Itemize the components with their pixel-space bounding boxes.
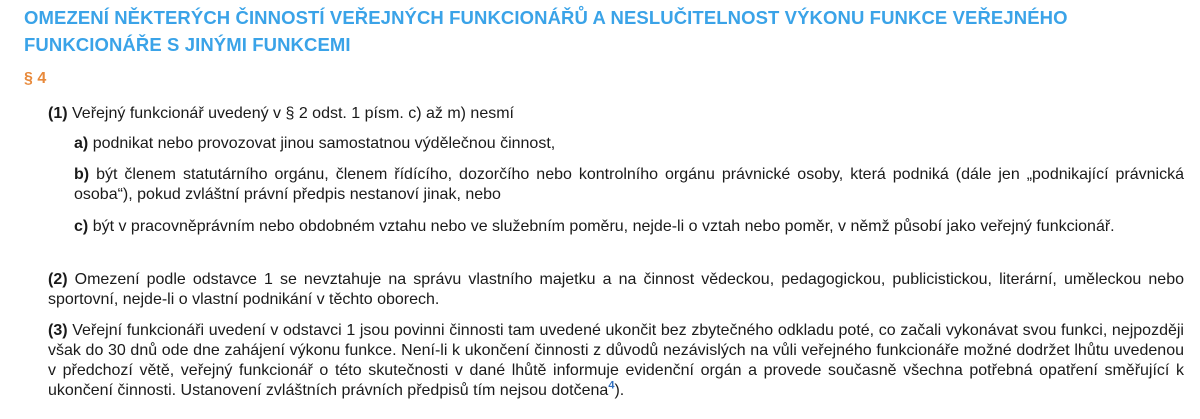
paragraph-number: (3) bbox=[48, 322, 68, 339]
item-letter: b) bbox=[74, 166, 90, 183]
item-letter: a) bbox=[74, 135, 89, 152]
paragraph-number: (2) bbox=[48, 271, 68, 288]
paragraph-text: Veřejný funkcionář uvedený v § 2 odst. 1 písm. c) až m) nesmí bbox=[72, 105, 514, 122]
item-b bbox=[74, 165, 1184, 205]
item-text: být členem statutárního orgánu, členem řídícího, dozorčího nebo kontrolního orgánu právnické osoby, která podniká (dále jen „podnikající právnická osoba“), pokud zvláštní právní předpis nestanoví jinak, nebo bbox=[74, 166, 1184, 203]
item-letter: c) bbox=[74, 218, 89, 235]
item-c bbox=[74, 217, 1184, 237]
section-number: § 4 bbox=[24, 70, 47, 87]
footnote-link[interactable]: 4 bbox=[608, 379, 615, 392]
item-text: být v pracovněprávním nebo obdobném vztahu nebo ve služebním poměru, nejde-li o vztah nebo poměr, v němž působí jako veřejný funkcionář. bbox=[92, 218, 1115, 235]
closing-punctuation: ). bbox=[614, 382, 625, 399]
paragraph-3 bbox=[48, 321, 1184, 401]
paragraph-2 bbox=[48, 270, 1184, 310]
paragraph-number: (1) bbox=[48, 105, 68, 122]
paragraph-1 bbox=[48, 104, 1184, 124]
paragraph-text: Omezení podle odstavce 1 se nevztahuje na správu vlastního majetku a na činnost vědeckou, pedagogickou, publicistickou, literární, uměleckou nebo sportovní, nejde-li o vlastní podnikání v těchto oborech. bbox=[48, 271, 1184, 308]
item-a bbox=[74, 134, 1184, 154]
item-text: podnikat nebo provozovat jinou samostatnou výdělečnou činnost, bbox=[92, 135, 556, 152]
section-heading: OMEZENÍ NĚKTERÝCH ČINNOSTÍ VEŘEJNÝCH FUNKCIONÁŘŮ A NESLUČITELNOST VÝKONU FUNKCE VEŘEJNÉHO FUNKCIONÁŘE S JINÝMI FUNKCEMI bbox=[24, 7, 1068, 55]
paragraph-text: Veřejní funkcionáři uvedení v odstavci 1 jsou povinni činnosti tam uvedené ukončit bez zbytečného odkladu poté, co začali vykonávat svou funkci, nejpozději však do 30 dnů ode dne zahájení výkonu funkce. Není-li k ukončení činnosti z důvodů nezávislých na vůli veřejného funkcionáře možné dodržet lhůtu uvedenou v předchozí větě, veřejný funkcionář o této skutečnosti v dané lhůtě informuje evidenční orgán a provede současně všechna potřebná opatření směřující k ukončení činnosti. Ustanovení zvláštních právních předpisů tím nejsou dotčena bbox=[48, 322, 1184, 399]
